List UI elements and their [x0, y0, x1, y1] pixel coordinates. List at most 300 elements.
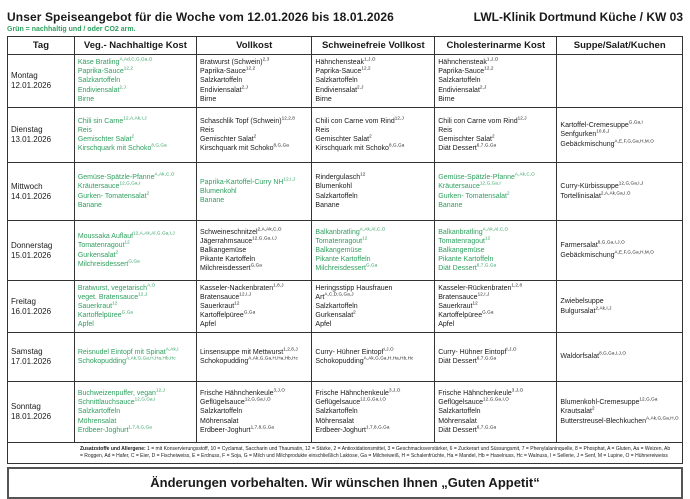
- allergen-codes: G,Ga: [121, 309, 134, 315]
- menu-item: Diät Dessert$^{6,7,G,Ga}$: [438, 355, 497, 365]
- allergen-codes: 2: [146, 190, 150, 196]
- menu-item: Geflügelsauce$^{12,G,Ga,I,O}$: [438, 397, 509, 407]
- allergen-codes: A,Ak,G,Ga,H,Ha,Hb,Hc: [363, 355, 414, 361]
- menu-item: Kirschquark mit Schoko$^{8,G,Ga}$: [77, 142, 167, 153]
- allergen-codes: 2,J: [119, 84, 126, 90]
- day-name: Montag: [11, 71, 38, 80]
- menu-item: Gemüse-Spätzle-Pfanne$^{A,Ak,C,O}$: [77, 171, 175, 182]
- menu-item: Gurkensalat$^2$: [315, 309, 356, 320]
- allergen-codes: 12,I,J: [477, 291, 490, 297]
- allergen-codes: G,Ga: [128, 258, 140, 264]
- allergen-codes: 1,7,8,G,Ga: [128, 424, 152, 430]
- menu-item: Curry- Hühner Eintopf$^{I,J,O}$: [438, 346, 517, 356]
- allergen-codes: 1,J,O: [364, 56, 376, 62]
- menu-cell: [196, 281, 311, 333]
- table-row: [8, 281, 683, 333]
- menu-item: Erdbeer-Joghurt$^{1,7,8,G,Ga}$: [199, 424, 275, 434]
- allergen-codes: 12: [472, 300, 478, 306]
- allergen-codes: A,Ak,G,Ga,H,O: [646, 415, 679, 421]
- menu-item: Rindergulasch$^{12}$: [315, 171, 366, 182]
- menu-cell: [435, 221, 557, 281]
- menu-item: Paprika-Kartoffel-Curry $NH^{12,I,J}$: [199, 176, 296, 186]
- table-header: [8, 37, 683, 55]
- allergen-codes: 12,I,J: [283, 176, 296, 182]
- menu-item: Kirschquark mit Schoko$^{8,G,Ga}$: [199, 142, 289, 153]
- allergen-codes: 3,J,O: [273, 387, 286, 393]
- menu-cell: [557, 281, 683, 333]
- allergen-codes: 1,2,8,J: [283, 346, 298, 352]
- menu-item: Pikante Kartoffeln: [438, 256, 494, 264]
- menu-cell: [312, 163, 435, 221]
- allergen-codes: G,Ga: [365, 262, 378, 268]
- menu-cell: [74, 55, 196, 108]
- menu-cell: [74, 382, 196, 443]
- allergen-codes: A,Ak,C,O: [154, 171, 175, 177]
- menu-item: Banane: [77, 201, 102, 209]
- allergen-codes: 12,G,Ga,I,O: [244, 397, 271, 403]
- menu-cell: [312, 281, 435, 333]
- menu-item: Sauerkraut$^{12}$: [438, 300, 478, 310]
- menu-item: Balkangemüse: [438, 246, 485, 254]
- allergen-note-label: Zusatzstoffe und Allergene:: [80, 446, 146, 452]
- menu-item: Salzkartoffeln: [315, 192, 358, 200]
- allergen-codes: 8,G,Ga,I,J,O: [597, 240, 625, 246]
- menu-item: Buchweizenpuffer, vegan$^{12,J}$: [77, 387, 165, 398]
- allergen-codes: 2: [115, 249, 119, 255]
- menu-cell: [435, 281, 557, 333]
- table-row: [8, 108, 683, 163]
- table-row: [8, 55, 683, 108]
- menu-item: Diät Dessert$^{6,7,G,Ga}$: [438, 262, 497, 273]
- allergen-codes: 12,G,Ga,I,J: [252, 235, 277, 241]
- menu-cell: [435, 382, 557, 443]
- menu-item: Frische Hähnchenkeule$^{3,J,O}$: [199, 387, 286, 398]
- menu-item: Reis: [315, 126, 330, 134]
- menu-item: Blumenkohl: [199, 187, 237, 195]
- allergen-codes: G,Ga: [243, 309, 256, 315]
- menu-item: Milchreisdessert$^{G,Ga}$: [199, 262, 262, 273]
- menu-item: Möhrensalat: [77, 417, 117, 425]
- allergen-codes: I,J,O: [383, 346, 394, 352]
- day-cell: [8, 333, 75, 382]
- table-row: [8, 333, 683, 382]
- menu-cell: [74, 281, 196, 333]
- allergen-codes: 12,2: [484, 66, 494, 72]
- menu-item: Banane: [199, 197, 225, 205]
- menu-item: Gebäckmischung$^{A,E,F,G,Ga,H,M,O}$: [560, 138, 654, 148]
- allergen-codes: 12,2: [123, 66, 134, 72]
- menu-item: Farmersalat$^{8,G,Ga,I,J,O}$: [560, 240, 625, 250]
- allergen-codes: 2,3: [262, 56, 270, 62]
- menu-item: Schokopudding$^{A,Ak,G,Ga,H,Ha,Hb,Hc}$: [199, 355, 298, 365]
- menu-cell: [312, 55, 435, 108]
- menu-cell: [196, 55, 311, 108]
- day-date: 16.01.2026: [11, 306, 52, 316]
- menu-item: Balkangemüse: [199, 246, 247, 254]
- table-row: [8, 163, 683, 221]
- menu-cell: [196, 108, 311, 163]
- menu-item: Chili con Carne vom Rind$^{12,J}$: [438, 115, 527, 125]
- menu-cell: [312, 221, 435, 281]
- allergen-codes: 2,J: [479, 84, 487, 90]
- col-header-suppe-salat-kuchen: Suppe/Salat/Kuchen: [557, 37, 683, 55]
- allergen-codes: 3,J,O: [388, 387, 401, 393]
- allergen-codes: 2,Ak,I,J: [595, 305, 612, 311]
- menu-item: Kasseler-Rückenbraten$^{1,2,8}$: [438, 282, 523, 292]
- menu-item: Reisnudel Eintopf mit Spinat$^{A,Ak,I}$: [77, 346, 179, 356]
- menu-item: Salzkartoffeln: [315, 77, 358, 85]
- menu-item: Birne: [438, 95, 455, 103]
- allergen-codes: 12: [124, 240, 130, 246]
- menu-item: Pikante Kartoffeln: [315, 256, 371, 264]
- menu-item: Käse Bratling$^{A,Ad,C,G,Ga,O}$: [77, 56, 153, 67]
- menu-item: Salzkartoffeln: [199, 77, 243, 85]
- menu-item: Kirschquark mit Schoko$^{8,G,Ga}$: [315, 142, 405, 153]
- allergen-codes: 12,J: [138, 291, 148, 297]
- menu-item: Reis: [438, 126, 453, 134]
- menu-item: Moussaka Auflauf$^{12,A,Ak,Al,G,Ga,I,J}$: [77, 230, 175, 241]
- menu-cell: [196, 333, 311, 382]
- menu-item: Erdbeer-Joghurt$^{1,7,8,G,Ga}$: [77, 424, 152, 434]
- sustainability-legend: Grün = nachhaltig und / oder CO2 arm.: [7, 26, 136, 33]
- day-date: 18.01.2026: [11, 412, 52, 421]
- menu-item: Schweineschnitzel$^{2,A,Ak,C,O}$: [199, 226, 282, 236]
- allergen-codes: 6,7,G,Ga: [476, 355, 497, 361]
- day-date: 15.01.2026: [11, 250, 52, 260]
- day-name: Dienstag: [11, 125, 43, 134]
- menu-cell: [74, 333, 196, 382]
- menu-item: Apfel: [77, 321, 94, 329]
- allergen-codes: 12,G,Ga,I: [479, 181, 501, 187]
- menu-item: Kasseler-Nackenbraten$^{1,8,J}$: [199, 282, 284, 292]
- allergen-codes: 2,A,Ak,Ga,I,O: [600, 190, 631, 196]
- menu-item: Senfgurken$^{10,6,J}$: [560, 129, 610, 139]
- menu-item: Paprika-Sauce$^{12,2}$: [438, 66, 494, 76]
- allergen-codes: 12,A,Ak,Al,G,Ga,I,J: [133, 230, 175, 236]
- day-name: Freitag: [11, 296, 36, 306]
- menu-cell: [557, 382, 683, 443]
- menu-item: Balkanbratling$^{A,Ak,Al,C,O}$: [315, 226, 386, 236]
- allergen-codes: 3,J,O: [511, 387, 524, 393]
- allergen-codes: 10,6,J: [596, 129, 610, 135]
- menu-item: Gurkensalat$^2$: [77, 249, 119, 259]
- day-name: Donnerstag: [11, 240, 53, 250]
- allergen-codes: 12,A,Ak,I,J: [123, 115, 147, 121]
- allergen-codes: 12,G,Ga,I,J: [618, 181, 644, 187]
- day-cell: [8, 281, 75, 333]
- menu-item: Kräutersauce$^{12,G,Ga,I}$: [77, 181, 141, 191]
- allergen-note-text: 1 = mit Konservierungsstoff, 10 = Cyclamat, Saccharin und Thaumatin, 12 = Stärke, 2 = Antioxidationsmittel, 3 = Geschmacksverstärker, 6 = Zuckerart und Süssungsmit, 7 = Phenylalaninquelle, 8 = Phosphat, A = Gluten, Aa = Weizen, Ab = Roggen, Ad = Hafer, C = Eier, D = Fischeiweiss, E = Erdnuss, F = Soja, G = Milch und Milchprodukte einschließlich Laktose, Ga = Milcheiweiß, H = Schalenfrüchte, Ha = Mandel, Hb = Haselnuss, Hc = Walnuss, I = Sellerie, J = Senf, M = Lupine, O = Hühnereiweiss: [80, 446, 671, 459]
- menu-cell: [557, 333, 683, 382]
- table-row: [8, 382, 683, 443]
- day-cell: [8, 108, 75, 163]
- menu-item: Gebäckmischung$^{A,E,F,G,Ga,H,M,O}$: [560, 249, 654, 259]
- allergen-codes: 12,I,J: [239, 291, 252, 297]
- allergen-codes: A,Ak,G,Ga,H,Ha,Hb,Hc: [248, 355, 298, 361]
- allergen-codes: 2: [253, 133, 257, 139]
- menu-cell: [196, 221, 311, 281]
- menu-item: Endiviensalat$^{2,J}$: [199, 84, 249, 94]
- col-header-vollkost: Vollkost: [196, 37, 311, 55]
- allergen-codes: 1,7,8,G,Ga: [366, 424, 390, 430]
- menu-cell: [196, 163, 311, 221]
- menu-item: Kartoffelpüree$^{G,Ga}$: [199, 309, 256, 320]
- allergen-codes: 12: [360, 171, 366, 177]
- allergen-codes: 6,7,G,Ga: [476, 424, 497, 430]
- menu-item: Gemüse-Spätzle-Pfanne$^{A,Ak,C,O}$: [438, 171, 535, 182]
- menu-item: Birne: [199, 95, 217, 103]
- allergen-codes: A,C,D,G,Ga,J: [324, 291, 354, 297]
- allergen-codes: I,J,O: [506, 346, 517, 352]
- menu-cell: [435, 333, 557, 382]
- allergen-section: [8, 443, 683, 464]
- menu-item: Salzkartoffeln: [315, 408, 358, 416]
- menu-item: Gurken- Tomatensalat$^2$: [77, 190, 150, 200]
- day-date: 17.01.2026: [11, 357, 52, 366]
- menu-item: Butterstreusel-Blechkuchen$^{A,Ak,G,Ga,H,O}$: [560, 415, 679, 425]
- menu-item: Schokopudding$^{A,Ak,G,Ga,H,Ha,Hb,Hc}$: [77, 355, 176, 365]
- menu-item: Tomatenragout$^{12}$: [438, 235, 491, 245]
- menu-item: Blumenkohl: [315, 183, 352, 191]
- menu-cell: [312, 333, 435, 382]
- menu-cell: [312, 108, 435, 163]
- menu-item: Endiviensalat$^{2,J}$: [77, 84, 126, 94]
- menu-item: Apfel: [438, 321, 455, 329]
- allergen-codes: 8,G,Ga: [273, 142, 289, 148]
- day-cell: [8, 382, 75, 443]
- menu-item: Möhrensalat: [315, 417, 354, 425]
- menu-item: Krautsalat$^2$: [560, 406, 595, 416]
- menu-item: Kräutersauce$^{12,G,Ga,I}$: [438, 181, 501, 191]
- page-title: Unser Speiseangebot für die Woche vom 12.01.2026 bis 18.01.2026: [7, 10, 394, 24]
- day-date: 13.01.2026: [11, 135, 52, 144]
- menu-item: Tomatenragout$^{12}$: [315, 235, 368, 245]
- day-name: Sonntag: [11, 402, 41, 411]
- menu-cell: [435, 108, 557, 163]
- menu-item: Salzkartoffeln: [77, 77, 121, 85]
- menu-item: Bratwurst (Schwein)$^{2,3}$: [199, 56, 270, 67]
- col-header-tag: Tag: [8, 37, 75, 55]
- menu-item: Frische Hähnchenkeule$^{3,J,O}$: [438, 387, 524, 398]
- allergen-codes: 8,G,Ga,I,J,O: [599, 351, 627, 357]
- allergen-codes: 2: [507, 190, 510, 196]
- menu-item: Gemischter Salat$^2$: [315, 133, 372, 143]
- allergen-codes: 12,G,Ga,I: [119, 181, 141, 187]
- allergen-codes: A,O: [147, 282, 156, 288]
- menu-item: Geflügelsauce$^{12,G,Ga,I,O}$: [315, 397, 387, 407]
- menu-item: Gemischter Salat$^2$: [199, 133, 257, 143]
- allergen-codes: G,Ga: [250, 262, 262, 268]
- menu-item: Diät Dessert$^{6,7,G,Ga}$: [438, 142, 497, 153]
- allergen-codes: A,Ak,I: [165, 346, 179, 352]
- menu-item: Erdbeer-Joghurt$^{1,7,8,G,Ga}$: [315, 424, 390, 434]
- menu-cell: [312, 382, 435, 443]
- day-cell: [8, 55, 75, 108]
- menu-table: [7, 36, 683, 464]
- allergen-codes: 12: [484, 235, 491, 241]
- day-date: 12.01.2026: [11, 81, 52, 90]
- menu-item: Milchreisdessert$^{G,Ga}$: [77, 258, 140, 268]
- menu-item: Gemischter Salat$^2$: [438, 133, 495, 143]
- allergen-codes: 12: [112, 300, 118, 306]
- allergen-codes: 12,2: [361, 66, 371, 72]
- day-name: Samstag: [11, 347, 43, 356]
- menu-rows: [8, 55, 683, 443]
- menu-item: Birne: [77, 95, 95, 103]
- menu-item: Salzkartoffeln: [199, 408, 243, 416]
- menu-item: Apfel: [315, 321, 332, 329]
- allergen-codes: 2: [369, 133, 372, 139]
- allergen-codes: 2,A,Ak,C,O: [257, 226, 282, 232]
- menu-item: Bratensauce$^{12,I,J}$: [199, 291, 252, 301]
- menu-item: Hähnchensteak$^{1,J,O}$: [315, 56, 376, 67]
- menu-item: Tomatenragout$^{12}$: [77, 240, 130, 250]
- allergen-codes: 12,J: [155, 387, 165, 393]
- menu-item: Paprika-Sauce$^{12,2}$: [77, 66, 134, 76]
- col-header-cholesterinarme-kost: Cholesterinarme Kost: [435, 37, 557, 55]
- allergen-codes: 1,8,J: [273, 282, 284, 288]
- allergen-codes: 2: [353, 309, 356, 315]
- menu-item: Paprika-Sauce$^{12,2}$: [315, 66, 371, 76]
- menu-item: Schaschlik Topf (Schwein)$^{12,2,8}$: [199, 115, 295, 125]
- allergen-codes: 2: [491, 133, 495, 139]
- allergen-codes: 6,7,G,Ga: [476, 142, 497, 148]
- menu-item: Hähnchensteak$^{1,J,O}$: [438, 56, 499, 67]
- menu-item: Balkangemüse: [315, 246, 362, 254]
- menu-item: Salzkartoffeln: [315, 302, 358, 310]
- menu-cell: [74, 108, 196, 163]
- menu-item: Diät Dessert$^{6,7,G,Ga}$: [438, 424, 497, 434]
- allergen-codes: A,Ak,Al,C,O: [482, 226, 509, 232]
- menu-item: Salzkartoffeln: [438, 408, 481, 416]
- menu-cell: [74, 221, 196, 281]
- col-header-schweinefreie-vollkost: Schweinefreie Vollkost: [312, 37, 435, 55]
- menu-cell: [435, 163, 557, 221]
- allergen-codes: 8,G,Ga: [388, 142, 405, 148]
- allergen-note: [8, 443, 683, 464]
- day-cell: [8, 221, 75, 281]
- document-header: [7, 10, 683, 24]
- allergen-codes: 2: [131, 133, 135, 139]
- allergen-codes: G,Ga,I: [628, 120, 643, 126]
- allergen-codes: 1,2,8: [511, 282, 523, 288]
- menu-item: Sauerkraut$^{12}$: [199, 300, 240, 310]
- allergen-codes: A,Ak,G,Ga,H,Ha,Hb,Hc: [126, 355, 176, 361]
- menu-cell: [557, 108, 683, 163]
- day-cell: [8, 163, 75, 221]
- menu-item: Apfel: [199, 321, 216, 329]
- menu-item: Schnittlauchsauce$^{12,G,Ga,I}$: [77, 397, 156, 407]
- menu-cell: [557, 55, 683, 108]
- allergen-codes: 12,2: [245, 66, 256, 72]
- menu-item: Bratensauce$^{12,I,J}$: [438, 291, 490, 301]
- allergen-codes: A,E,F,G,Ga,H,M,O: [614, 249, 654, 255]
- menu-item: Möhrensalat: [438, 417, 477, 425]
- menu-item: Reis: [199, 126, 214, 134]
- menu-item: Curry-Kürbissuppe$^{12,G,Ga,I,J}$: [560, 181, 644, 191]
- menu-cell: [74, 163, 196, 221]
- menu-item: Gurken- Tomatensalat$^2$: [438, 190, 510, 200]
- allergen-codes: G,Ga: [482, 309, 494, 315]
- allergen-codes: 1,7,8,G,Ga: [250, 424, 275, 430]
- menu-item: Schokopudding$^{A,Ak,G,Ga,H,Ha,Hb,Hc}$: [315, 355, 414, 365]
- day-name: Mittwoch: [11, 181, 43, 191]
- allergen-codes: 2,J: [241, 84, 249, 90]
- menu-item: Frische Hähnchenkeule$^{3,J,O}$: [315, 387, 401, 398]
- allergen-codes: A,Ad,C,G,Ga,O: [119, 56, 153, 62]
- table-row: [8, 221, 683, 281]
- menu-item: Pikante Kartoffeln: [199, 256, 256, 264]
- menu-item: Birne: [315, 95, 332, 103]
- allergen-codes: 12,G,Ga,I,O: [483, 397, 509, 403]
- footer-banner: Änderungen vorbehalten. Wir wünschen Ihnen „Guten Appetit“: [7, 467, 683, 499]
- allergen-codes: 12,G,Ga: [639, 397, 658, 403]
- menu-cell: [557, 163, 683, 221]
- menu-item: Linsensuppe mit Mettwurst$^{1,2,8,J}$: [199, 346, 298, 356]
- allergen-codes: 12,2,8: [281, 115, 295, 121]
- allergen-codes: 12: [234, 300, 240, 306]
- menu-item: veget. Bratensauce$^{12,J}$: [77, 291, 148, 301]
- allergen-codes: 2: [591, 406, 595, 412]
- menu-item: Salzkartoffeln: [438, 77, 481, 85]
- menu-item: Möhrensalat: [199, 417, 239, 425]
- menu-item: Paprika-Sauce$^{12,2}$: [199, 66, 256, 76]
- allergen-codes: 12,G,Ga,I: [134, 397, 156, 403]
- col-header-veg-nachhaltige-kost: Veg.- Nachhaltige Kost: [74, 37, 196, 55]
- allergen-codes: A,E,F,G,Ga,H,M,O: [614, 138, 654, 144]
- menu-item: Heringsstipp Hausfrauen Art$^{A,C,D,G,Ga,J}$: [315, 284, 393, 301]
- allergen-codes: 8,G,Ga: [151, 142, 167, 148]
- allergen-codes: 12,J: [394, 115, 404, 121]
- menu-item: Kartoffel-Cremesuppe$^{G,Ga,I}$: [560, 120, 643, 130]
- allergen-codes: 12,J: [517, 115, 527, 121]
- menu-item: Balkanbratling$^{A,Ak,Al,C,O}$: [438, 226, 509, 236]
- menu-item: Geflügelsauce$^{12,G,Ga,I,O}$: [199, 397, 271, 407]
- menu-item: Chili con Carne vom Rind$^{12,J}$: [315, 115, 404, 125]
- menu-item: Blumenkohl-Cremesuppe$^{12,G,Ga}$: [560, 397, 658, 407]
- menu-item: Endiviensalat$^{2,J}$: [315, 84, 364, 94]
- menu-cell: [557, 221, 683, 281]
- table-row: [8, 443, 683, 464]
- menu-item: Waldorfsalat$^{8,G,Ga,I,J,O}$: [560, 351, 627, 361]
- menu-cell: [196, 382, 311, 443]
- day-date: 14.01.2026: [11, 191, 52, 201]
- menu-cell: [435, 55, 557, 108]
- allergen-codes: A,Ak,C,O: [514, 171, 535, 177]
- menu-item: Bulgursalat$^{2,Ak,I,J}$: [560, 305, 612, 315]
- menu-item: Kartoffelpüree$^{G,Ga}$: [77, 309, 134, 320]
- menu-item: Milchreisdessert$^{G,Ga}$: [315, 262, 378, 273]
- menu-item: Zwiebelsuppe: [560, 298, 604, 306]
- menu-document: [7, 10, 683, 499]
- allergen-codes: 12: [362, 235, 368, 241]
- menu-item: Jägerrahmsauce$^{12,G,Ga,I,J}$: [199, 235, 277, 245]
- menu-item: Reis: [77, 126, 92, 134]
- allergen-codes: 6,7,G,Ga: [476, 262, 497, 268]
- menu-item: Sauerkraut$^{12}$: [77, 300, 118, 310]
- menu-item: Kartoffelpüree$^{G,Ga}$: [438, 309, 494, 320]
- allergen-codes: 2,J: [357, 84, 364, 90]
- clinic-title: LWL-Klinik Dortmund Küche / KW 03: [473, 10, 683, 24]
- allergen-codes: A,Ak,Al,C,O: [359, 226, 386, 232]
- menu-item: Curry- Hühner Eintopf$^{I,J,O}$: [315, 346, 394, 356]
- menu-item: Banane: [438, 201, 463, 209]
- allergen-codes: 1,J,O: [486, 56, 499, 62]
- allergen-codes: 12,G,Ga,I,O: [360, 397, 387, 403]
- menu-item: Bratwurst, vegetarisch$^{A,O}$: [77, 282, 156, 292]
- menu-item: Salzkartoffeln: [77, 408, 121, 416]
- menu-item: Tortellinisalat$^{2,A,Ak,Ga,I,O}$: [560, 190, 631, 200]
